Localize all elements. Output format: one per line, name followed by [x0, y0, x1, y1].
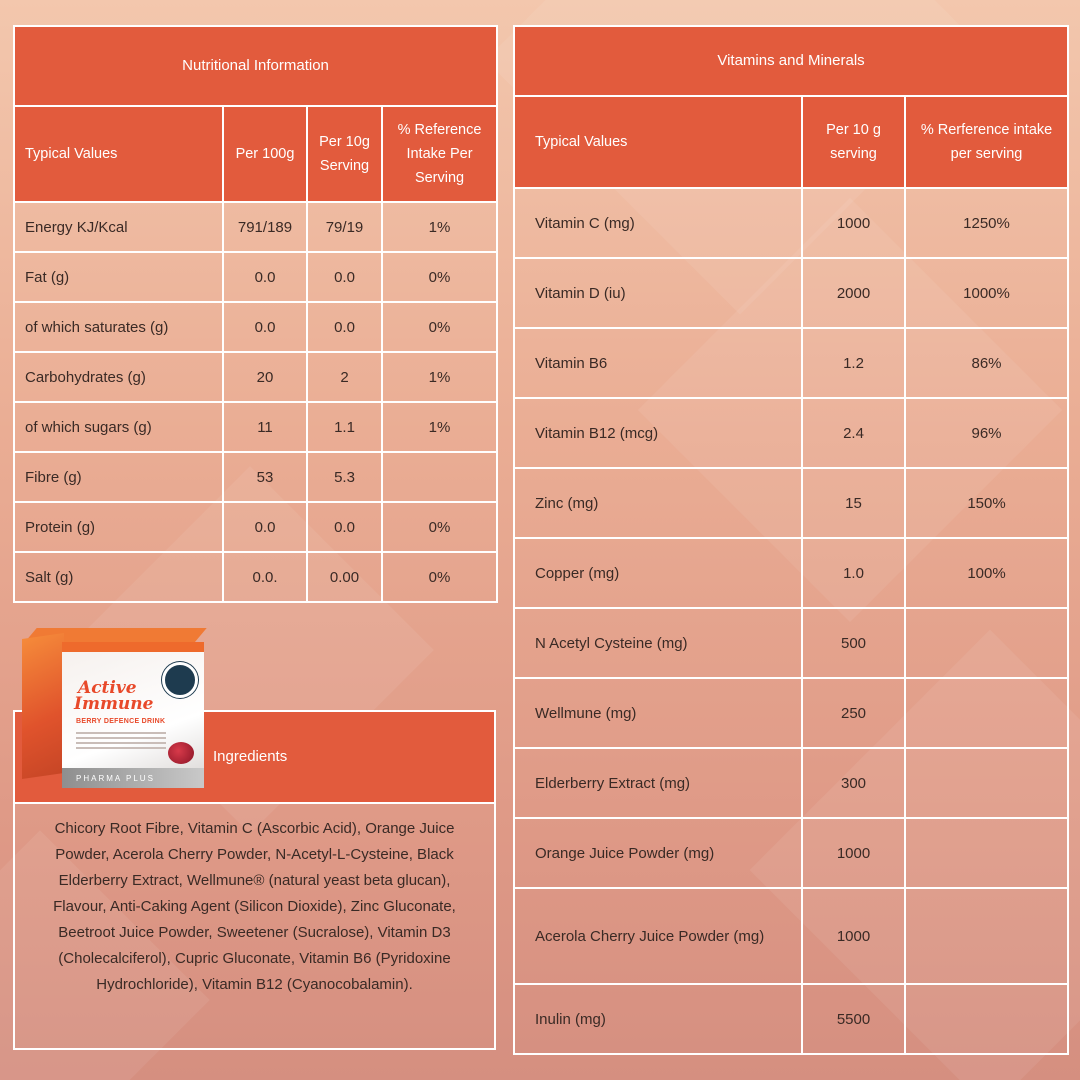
nutrient-per100g: 20 [223, 352, 307, 402]
nutrient-name: Fibre (g) [14, 452, 223, 502]
vitamin-amount: 1.0 [802, 538, 905, 608]
vitamin-ri: 100% [905, 538, 1068, 608]
table-row [514, 468, 1068, 538]
vitamins-table [513, 25, 1069, 1055]
vitamin-name: Zinc (mg) [514, 468, 802, 538]
vitamins-title: Vitamins and Minerals [514, 26, 1068, 96]
vitamin-name: Vitamin D (iu) [514, 258, 802, 328]
nutrient-ri [382, 452, 497, 502]
vitamin-name: Vitamin B6 [514, 328, 802, 398]
table-row [514, 328, 1068, 398]
table-row [14, 402, 497, 452]
nutrient-per10g: 79/19 [307, 202, 382, 252]
nutrient-per10g: 0.0 [307, 252, 382, 302]
vitamin-ri [905, 984, 1068, 1054]
vitamin-name: Acerola Cherry Juice Powder (mg) [514, 888, 802, 984]
nutrition-title: Nutritional Information [14, 26, 497, 106]
nutrient-name: of which sugars (g) [14, 402, 223, 452]
table-row [14, 502, 497, 552]
nutrient-name: of which saturates (g) [14, 302, 223, 352]
product-box-image [22, 628, 207, 783]
nutrient-per100g: 53 [223, 452, 307, 502]
vitamin-ri: 1000% [905, 258, 1068, 328]
table-row [514, 984, 1068, 1054]
nutrient-ri: 1% [382, 402, 497, 452]
vitamin-ri: 86% [905, 328, 1068, 398]
nutrition-header-per10g: Per 10g Serving [307, 106, 382, 202]
table-row [14, 252, 497, 302]
nutrient-per100g: 0.0 [223, 302, 307, 352]
nutrition-header-typical: Typical Values [14, 106, 223, 202]
table-row [514, 818, 1068, 888]
vitamin-ri: 96% [905, 398, 1068, 468]
ingredients-text: Chicory Root Fibre, Vitamin C (Ascorbic Acid), Orange Juice Powder, Acerola Cherry Powder, N-Acetyl-L-Cysteine, Black Elderberry Extract, Wellmune® (natural yeast beta glucan), Flavour, Anti-Caking Agent (Silicon Dioxide), Zinc Gluconate, Beetroot Juice Powder, Sweetener (Sucralose), Vitamin D3 (Cholecalciferol), Cupric Gluconate, Vitamin B6 (Pyridoxine Hydrochloride), Vitamin B12 (Cyanocobalamin). [14, 803, 495, 1049]
nutrient-ri: 0% [382, 302, 497, 352]
nutrient-per100g: 0.0 [223, 252, 307, 302]
table-row [514, 258, 1068, 328]
nutrient-per100g: 0.0 [223, 502, 307, 552]
table-row [514, 678, 1068, 748]
nutrient-per100g: 11 [223, 402, 307, 452]
vitamin-amount: 1000 [802, 188, 905, 258]
vitamin-ri [905, 888, 1068, 984]
nutrient-per10g: 0.0 [307, 302, 382, 352]
vitamin-ri: 150% [905, 468, 1068, 538]
nutrient-name: Fat (g) [14, 252, 223, 302]
table-row [514, 188, 1068, 258]
vitamin-amount: 15 [802, 468, 905, 538]
product-subtitle: BERRY DEFENCE DRINK [76, 718, 166, 725]
vitamin-amount: 1000 [802, 818, 905, 888]
nutrient-ri: 0% [382, 252, 497, 302]
table-row [514, 748, 1068, 818]
vitamin-amount: 300 [802, 748, 905, 818]
ingredients-title: Ingredients [14, 711, 495, 803]
nutrient-per10g: 1.1 [307, 402, 382, 452]
vitamin-name: Copper (mg) [514, 538, 802, 608]
table-row [514, 398, 1068, 468]
nutrient-per100g: 791/189 [223, 202, 307, 252]
vitamins-header-per10g: Per 10 g serving [802, 96, 905, 188]
nutrient-per100g: 0.0. [223, 552, 307, 602]
vitamin-ri [905, 818, 1068, 888]
table-row [514, 538, 1068, 608]
vitamin-name: Orange Juice Powder (mg) [514, 818, 802, 888]
product-name-line1: Active [78, 678, 137, 698]
nutrient-per10g: 0.00 [307, 552, 382, 602]
nutrient-ri: 0% [382, 552, 497, 602]
nutrient-name: Protein (g) [14, 502, 223, 552]
vitamin-amount: 2.4 [802, 398, 905, 468]
nutrition-table [13, 25, 498, 603]
product-name-line2: Immune [74, 694, 154, 714]
nutrient-ri: 0% [382, 502, 497, 552]
vitamins-header-ri: % Rerference intake per serving [905, 96, 1068, 188]
table-row [514, 608, 1068, 678]
nutrient-per10g: 2 [307, 352, 382, 402]
product-description-lines [76, 732, 166, 752]
nutrient-per10g: 5.3 [307, 452, 382, 502]
vitamin-ri: 1250% [905, 188, 1068, 258]
berry-icon [168, 742, 194, 764]
nutrition-header-ri: % Reference Intake Per Serving [382, 106, 497, 202]
table-row [14, 452, 497, 502]
vitamin-name: Vitamin B12 (mcg) [514, 398, 802, 468]
seal-icon [162, 662, 198, 698]
nutrient-per10g: 0.0 [307, 502, 382, 552]
vitamin-amount: 250 [802, 678, 905, 748]
table-row [514, 888, 1068, 984]
vitamin-amount: 1.2 [802, 328, 905, 398]
vitamin-name: Wellmune (mg) [514, 678, 802, 748]
vitamin-amount: 5500 [802, 984, 905, 1054]
table-row [14, 302, 497, 352]
vitamin-amount: 2000 [802, 258, 905, 328]
nutrient-ri: 1% [382, 352, 497, 402]
vitamin-amount: 1000 [802, 888, 905, 984]
nutrition-header-per100g: Per 100g [223, 106, 307, 202]
nutrient-name: Salt (g) [14, 552, 223, 602]
vitamin-name: Inulin (mg) [514, 984, 802, 1054]
vitamin-ri [905, 608, 1068, 678]
table-row [14, 352, 497, 402]
table-row [14, 202, 497, 252]
vitamin-amount: 500 [802, 608, 905, 678]
vitamin-name: Elderberry Extract (mg) [514, 748, 802, 818]
vitamin-name: Vitamin C (mg) [514, 188, 802, 258]
product-brand: PHARMA PLUS [76, 774, 155, 783]
vitamin-name: N Acetyl Cysteine (mg) [514, 608, 802, 678]
vitamin-ri [905, 678, 1068, 748]
table-row [14, 552, 497, 602]
nutrient-ri: 1% [382, 202, 497, 252]
nutrient-name: Energy KJ/Kcal [14, 202, 223, 252]
vitamins-header-typical: Typical Values [514, 96, 802, 188]
vitamin-ri [905, 748, 1068, 818]
nutrient-name: Carbohydrates (g) [14, 352, 223, 402]
